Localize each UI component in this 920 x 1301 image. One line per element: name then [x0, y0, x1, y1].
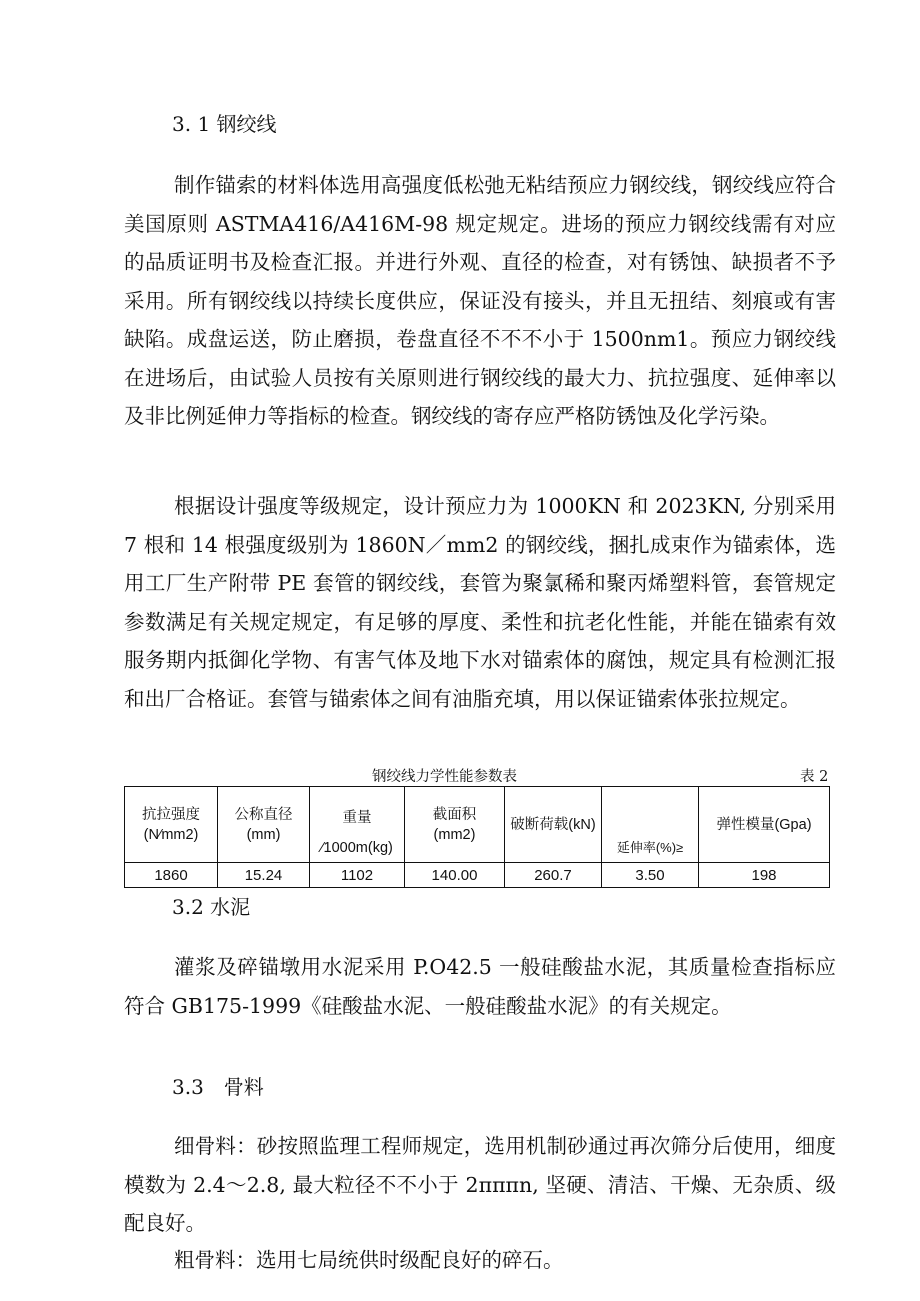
- heading-3-3: 3.3 骨料: [172, 1075, 264, 1099]
- cell-nominal-diameter: 15.24: [218, 863, 310, 888]
- heading-3-1: 3. 1 钢绞线: [172, 112, 277, 136]
- header-elastic-modulus: 弹性模量(Gpa): [699, 787, 830, 863]
- paragraph-coarse-aggregate: 粗骨料：选用七局统供时级配良好的碎石。: [174, 1248, 564, 1272]
- heading-3-2: 3.2 水泥: [172, 895, 251, 919]
- header-weight: 重量 ⁄1000m(kg): [310, 787, 405, 863]
- cell-cross-section: 140.00: [405, 863, 505, 888]
- paragraph-cement: 灌浆及碎锚墩用水泥采用 P.O42.5 一般硅酸盐水泥，其质量检查指标应符合 GB175-1999《硅酸盐水泥、一般硅酸盐水泥》的有关规定。: [124, 955, 836, 1018]
- table-header-row: [125, 787, 830, 863]
- paragraph-design-strength: 根据设计强度等级规定，设计预应力为 1000KN 和 2023KN, 分别采用 7 根和 14 根强度级别为 1860N／mm2 的钢绞线，捆扎成束作为锚索体，选用工厂生产附带 PE 套管的钢绞线，套管为聚氯稀和聚丙烯塑料管，套管规定参数满足有关规定规定，有足够的厚度、柔性和抗老化性能，并能在锚索有效服务期内抵御化学物、有害气体及地下水对锚索体的腐蚀，规定具有检测汇报和出厂合格证。套管与锚索体之间有油脂充填，用以保证锚索体张拉规定。: [124, 494, 836, 711]
- cell-elastic-modulus: 198: [699, 863, 830, 888]
- table-number: 表 2: [800, 769, 829, 785]
- cell-elongation: 3.50: [602, 863, 699, 888]
- header-cross-section: 截面积 (mm2): [405, 787, 505, 863]
- paragraph-fine-aggregate: 细骨料：砂按照监理工程师规定，选用机制砂通过再次筛分后使用，细度模数为 2.4～2.8, 最大粒径不不小于 2πππn, 坚硬、清洁、干燥、无杂质、级配良好。: [124, 1134, 836, 1235]
- header-breaking-load: 破断荷载(kN): [505, 787, 602, 863]
- cell-weight: 1102: [310, 863, 405, 888]
- cell-breaking-load: 260.7: [505, 863, 602, 888]
- table-row: [125, 863, 830, 888]
- header-tensile-strength: 抗拉强度 (N⁄mm2): [125, 787, 218, 863]
- header-elongation: 延伸率(%)≥: [602, 787, 699, 863]
- cell-tensile-strength: 1860: [125, 863, 218, 888]
- paragraph-steel-strand-material: 制作锚索的材料体选用高强度低松弛无粘结预应力钢绞线，钢绞线应符合美国原则 ASTMA416/A416M-98 规定规定。进场的预应力钢绞线需有对应的品质证明书及检查汇报。并进行外观、直径的检查，对有锈蚀、缺损者不予采用。所有钢绞线以持续长度供应，保证没有接头，并且无扭结、刻痕或有害缺陷。成盘运送，防止磨损，卷盘直径不不不小于 1500nm1。预应力钢绞线在进场后，由试验人员按有关原则进行钢绞线的最大力、抗拉强度、延伸率以及非比例延伸力等指标的检查。钢绞线的寄存应严格防锈蚀及化学污染。: [124, 173, 836, 428]
- steel-strand-property-table: [124, 786, 830, 888]
- header-nominal-diameter: 公称直径 (mm): [218, 787, 310, 863]
- table-title: 钢绞线力学性能参数表: [372, 769, 517, 785]
